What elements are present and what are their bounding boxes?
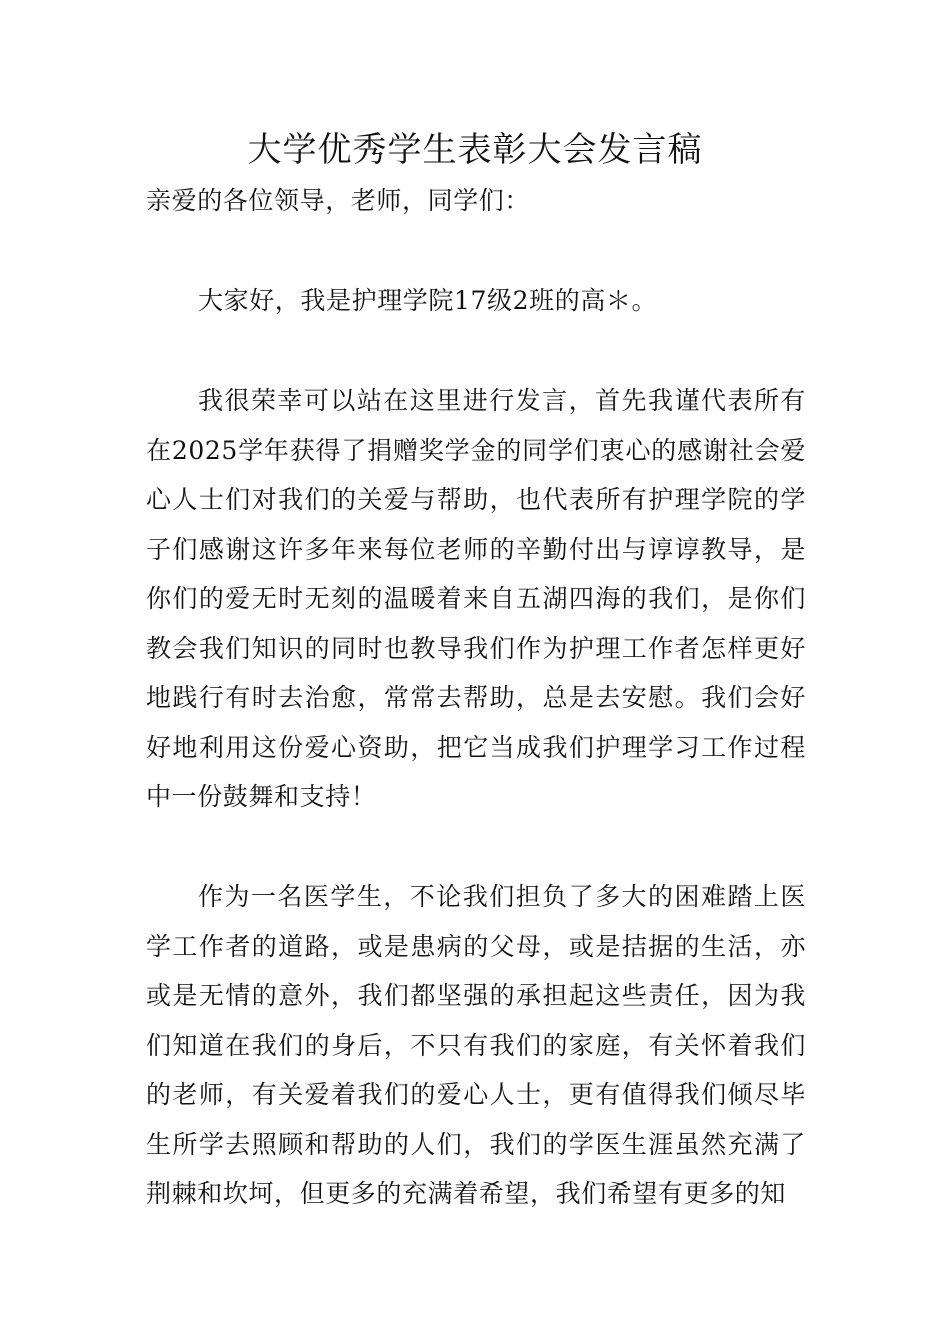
document-title: 大学优秀学生表彰大会发言稿 [247,130,703,170]
greeting-line: 亲爱的各位领导，老师，同学们： [146,186,531,215]
paragraph-thanks [146,376,806,822]
paragraph-text: 大家好，我是护理学院17级2班的高＊。 [198,286,658,315]
paragraph-text: 我很荣幸可以站在这里进行发言，首先我谨代表所有在2025学年获得了捐赠奖学金的同学们衷心的感谢社会爱心人士们对我们的关爱与帮助，也代表所有护理学院的学子们感谢这许多年来每位老师的辛勤付出与谆谆教导，是你们的爱无时无刻的温暖着来自五湖四海的我们，是你们教会我们知识的同时也教导我们作为护理工作者怎样更好地践行有时去治愈，常常去帮助，总是去安慰。我们会好好地利用这份爱心资助，把它当成我们护理学习工作过程中一份鼓舞和支持！ [146,386,806,811]
paragraph-medical-student [146,872,806,1219]
paragraph-intro [146,276,806,326]
paragraph-text: 作为一名医学生，不论我们担负了多大的困难踏上医学工作者的道路，或是患病的父母，或是拮据的生活，亦或是无情的意外，我们都坚强的承担起这些责任，因为我们知道在我们的身后，不只有我们的家庭，有关怀着我们的老师，有关爱着我们的爱心人士，更有值得我们倾尽毕生所学去照顾和帮助的人们，我们的学医生涯虽然充满了荆棘和坎坷，但更多的充满着希望，我们希望有更多的知 [146,882,806,1208]
